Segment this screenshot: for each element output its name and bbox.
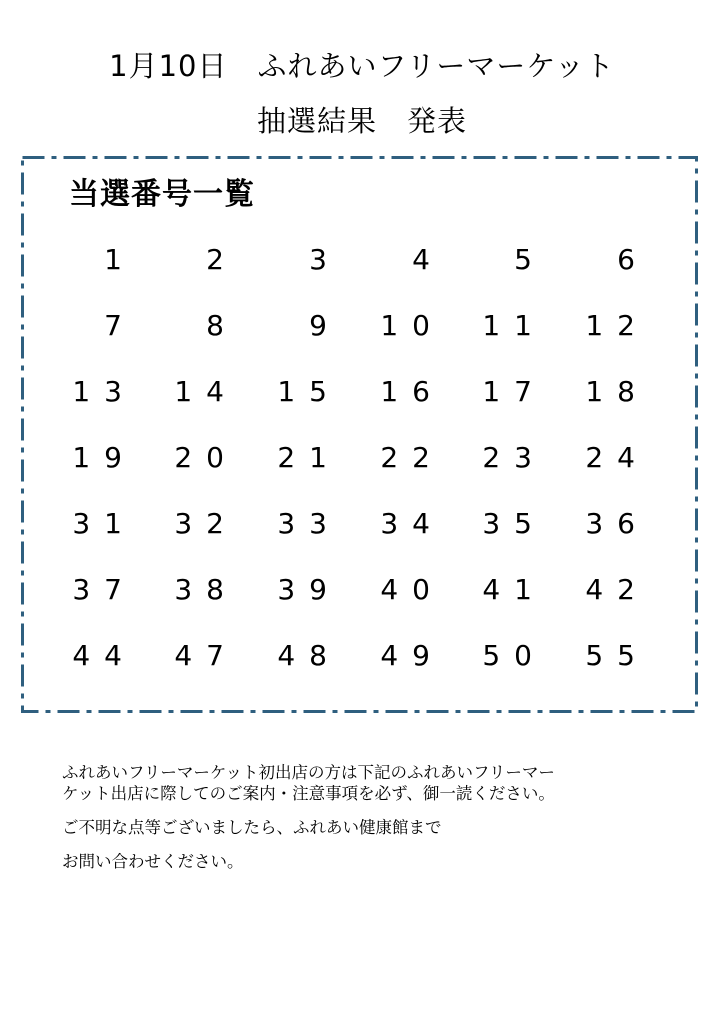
winning-number: 12: [585, 309, 649, 342]
winning-number: 48: [277, 639, 341, 672]
winning-number: 55: [585, 639, 649, 672]
winning-number: 34: [380, 507, 444, 540]
winning-number: 10: [380, 309, 444, 342]
winning-number: 17: [482, 375, 546, 408]
winning-number: 15: [277, 375, 341, 408]
winning-number: 14: [174, 375, 238, 408]
winning-number: 50: [482, 639, 546, 672]
winning-number: 40: [380, 573, 444, 606]
winning-number: 35: [482, 507, 546, 540]
winning-number: 3: [309, 243, 341, 276]
notice-line: ケット出店に際してのご案内・注意事項を必ず、御一読ください。: [62, 784, 555, 803]
number-row: [44, 566, 674, 632]
winning-number: 42: [585, 573, 649, 606]
winning-number: 13: [72, 375, 136, 408]
winning-number: 36: [585, 507, 649, 540]
winning-numbers-heading: 当選番号一覧: [69, 177, 255, 212]
winning-number: 8: [206, 309, 238, 342]
winning-number: 11: [482, 309, 546, 342]
notice-line: ふれあいフリーマーケット初出店の方は下記のふれあいフリーマー: [62, 763, 555, 782]
winning-number: 37: [72, 573, 136, 606]
winning-number: 24: [585, 441, 649, 474]
winning-number: 32: [174, 507, 238, 540]
winning-numbers-grid: [44, 236, 674, 698]
winning-number: 47: [174, 639, 238, 672]
winning-number: 31: [72, 507, 136, 540]
number-row: [44, 434, 674, 500]
notice-line: ご不明な点等ございましたら、ふれあい健康館まで: [62, 818, 442, 837]
winning-number: 4: [412, 243, 444, 276]
winning-number: 6: [617, 243, 649, 276]
winning-number: 44: [72, 639, 136, 672]
number-row: [44, 302, 674, 368]
winning-number: 20: [174, 441, 238, 474]
notice-line: お問い合わせください。: [62, 852, 244, 871]
winning-number: 21: [277, 441, 341, 474]
winning-number: 16: [380, 375, 444, 408]
winning-number: 2: [206, 243, 238, 276]
winning-number: 19: [72, 441, 136, 474]
number-row: [44, 500, 674, 566]
winning-number: 41: [482, 573, 546, 606]
winning-number: 39: [277, 573, 341, 606]
winning-number: 23: [482, 441, 546, 474]
winning-number: 49: [380, 639, 444, 672]
number-row: [44, 368, 674, 434]
winning-number: 5: [514, 243, 546, 276]
winning-number: 7: [104, 309, 136, 342]
winning-number: 1: [104, 243, 136, 276]
winning-number: 33: [277, 507, 341, 540]
number-row: [44, 632, 674, 698]
winning-number: 18: [585, 375, 649, 408]
number-row: [44, 236, 674, 302]
page-subtitle: 抽選結果 発表: [256, 104, 467, 138]
page-title: 1月10日 ふれあいフリーマーケット: [109, 49, 615, 83]
winning-number: 22: [380, 441, 444, 474]
winning-number: 9: [309, 309, 341, 342]
notice-text: [62, 762, 682, 872]
winning-number: 38: [174, 573, 238, 606]
